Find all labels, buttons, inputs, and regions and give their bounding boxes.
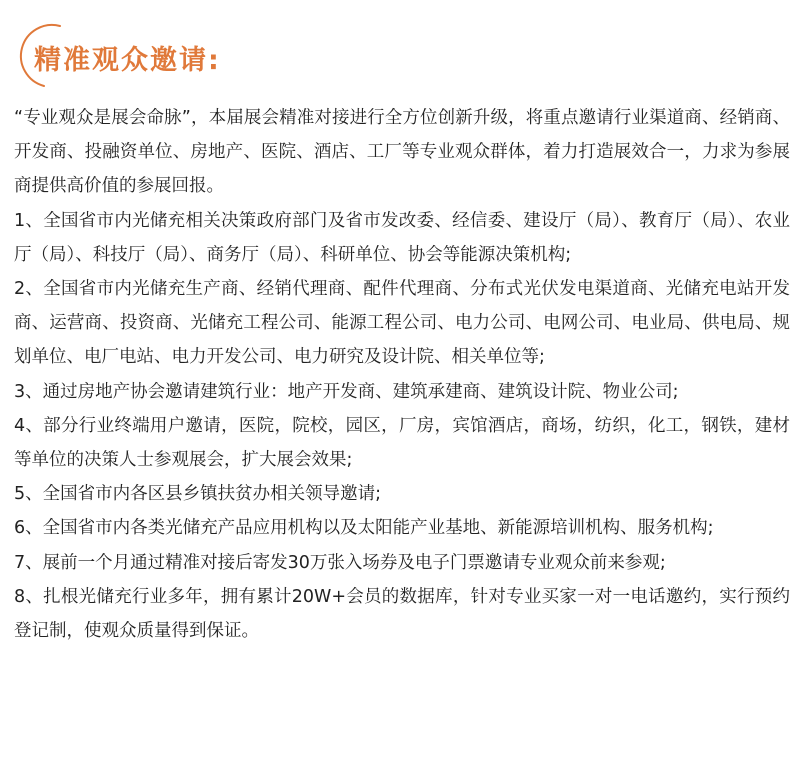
list-item: 3、通过房地产协会邀请建筑行业：地产开发商、建筑承建商、建筑设计院、物业公司; [14, 381, 679, 402]
list-item: 2、全国省市内光储充生产商、经销代理商、配件代理商、分布式光伏发电渠道商、光储充电站开发商、运营商、投资商、光储充工程公司、能源工程公司、电力公司、电网公司、电业局、供电局、规划单位、电厂电站、电力开发公司、电力研究及设计院、相关单位等; [14, 279, 790, 368]
list-item: 7、展前一个月通过精准对接后寄发30万张入场券及电子门票邀请专业观众前来参观; [14, 552, 666, 573]
list-item: 4、部分行业终端用户邀请，医院，院校，园区，厂房，宾馆酒店，商场，纺织，化工，钢铁，建材等单位的决策人士参观展会，扩大展会效果; [14, 415, 790, 471]
section-header [10, 20, 410, 92]
list-item: 1、全国省市内光储充相关决策政府部门及省市发改委、经信委、建设厅（局）、教育厅（局）、农业厅（局）、科技厅（局）、商务厅（局）、科研单位、协会等能源决策机构; [14, 210, 790, 265]
list-item: 5、全国省市内各区县乡镇扶贫办相关领导邀请; [14, 484, 382, 505]
list-item: 6、全国省市内各类光储充产品应用机构以及太阳能产业基地、新能源培训机构、服务机构; [14, 518, 714, 539]
list-item: 8、扎根光储充行业多年，拥有累计20W+会员的数据库，针对专业买家一对一电话邀约，实行预约登记制，使观众质量得到保证。 [14, 586, 790, 642]
section-title: 精准观众邀请: [34, 45, 221, 76]
intro-paragraph: “专业观众是展会命脉”，本届展会精准对接进行全方位创新升级，将重点邀请行业渠道商、经销商、开发商、投融资单位、房地产、医院、酒店、工厂等专业观众群体，着力打造展效合一，力求为参展商提供高价值的参展回报。 [14, 108, 790, 197]
body-text [14, 101, 790, 648]
